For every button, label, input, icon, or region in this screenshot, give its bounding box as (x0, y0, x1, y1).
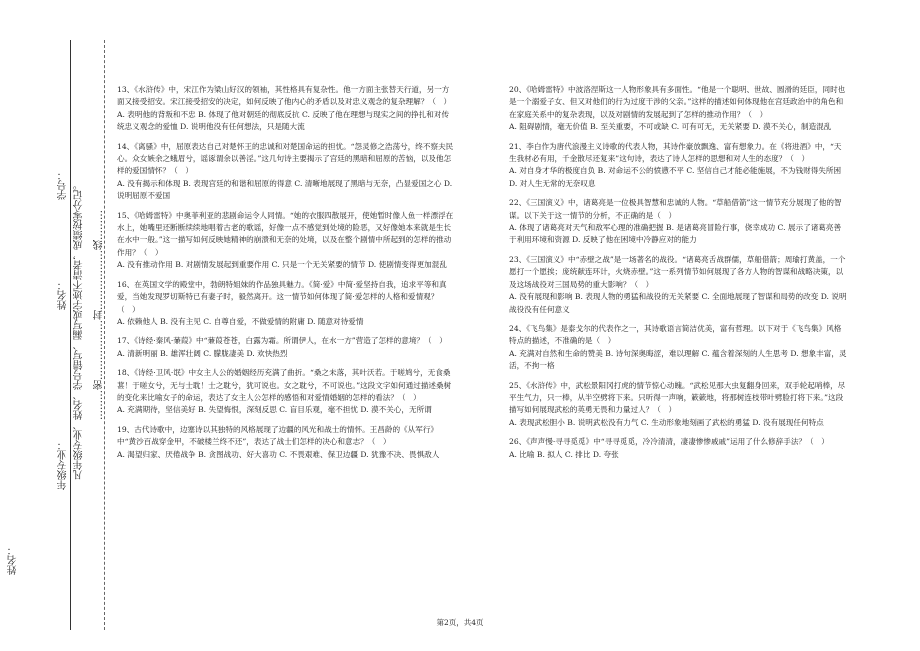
question-25: 25、《水浒传》中，武松景阳冈打虎的情节惊心动魄。“武松见那大虫复翻身回来，双手轮起哨棒，尽平生气力，只一棒，从半空劈将下来。只听得一声响，簌簌地，将那树连枝带叶劈脸打将下来。”这段描写如何展现武松的英勇无畏和力量过人？（ ） A. 表现武松胆小 B. 说明武松没有力气 C. 生动形象地刻画了武松的勇猛 D. 没有展现任何特点 (509, 380, 846, 427)
seal-line-text: ………密………………封………………线……… (94, 210, 105, 420)
left-column (117, 84, 455, 468)
question-23: 23、《三国演义》中“赤壁之战”是一场著名的战役。“诸葛亮舌战群儒，草船借箭；周瑜打黄盖，一个愿打一个愿挨；庞统献连环计，火烧赤壁。”这一系列情节如何展现了各方人物的智谋和战略决策，以及这场战役对三国局势的重大影响？（ ） A. 没有展现和影响 B. 表现人物的勇猛和战役的无关紧要 C. 全面地展现了智谋和局势的改变 D. 说明战役没有任何意义 (509, 254, 847, 314)
question-26: 26、《声声慢·寻寻觅觅》中“寻寻觅觅，冷冷清清，凄凄惨惨戚戚”运用了什么修辞手法？（ ） A. 比喻 B. 拟人 C. 排比 D. 夸张 (509, 437, 829, 459)
question-24: 24、《飞鸟集》是泰戈尔的代表作之一，其诗歌语言简洁优美，富有哲理。以下对于《飞鸟集》风格特点的描述，不准确的是（ ） A. 充满对自然和生命的赞美 B. 诗句深奥晦涩，难以理解 C. 蕴含着深刻的人生思考 D. 想象丰富，灵活，不拘一格 (509, 323, 847, 371)
student-id-label: 学号： (58, 170, 69, 200)
question-21: 21、李白作为唐代浪漫主义诗歌的代表人物，其诗作豪放飘逸、富有想象力。在《将进酒》中，“天生我材必有用，千金散尽还复来”这句诗，表达了诗人怎样的思想和对人生的态度？（ ） A. 对自身才华的极度自负 B. 对命运不公的愤懑不平 C. 坚信自己才能必能施展，不为钱财得失所困 D. 对人生无常的无奈叹息 (509, 141, 842, 188)
question-19: 19、古代诗歌中，边塞诗以其独特的风格展现了边疆的风光和战士的情怀。王昌龄的《从军行》中“黄沙百战穿金甲，不破楼兰终不还”，表达了战士们怎样的决心和意志？（ ） A. 渴望归家、厌倦战争 B. 贪图战功、好大喜功 C. 不畏艰难、保卫边疆 D. 犹豫不决、畏惧敌人 (117, 424, 440, 459)
name-label: 姓名： (58, 280, 69, 310)
binding-solid-line (70, 40, 71, 630)
question-17: 17、《诗经·秦风·蒹葭》中“蒹葭苍苍，白露为霜。所谓伊人，在水一方”营造了怎样的意境？（ ） A. 清新明丽 B. 雄浑壮阔 C. 朦胧凄美 D. 欢快热烈 (117, 336, 447, 358)
question-15: 15、《哈姆雷特》中奥菲利亚的悲剧命运令人同情。“她的衣服四散展开，使她暂时像人鱼一样漂浮在水上，她嘴里还断断续续地唱着古老的歌谣，好像一点不感觉到处境的险恶，又好像她本来就是生长在水中一般。”这一描写如何反映她精神的崩溃和无奈的处境，以及在整个剧情中所起到的怎样的推动作用？（ ） A. 没有推动作用 B. 对剧情发展起到重要作用 C. 只是一个无关紧要的情节 D. 使剧情变得更加混乱 (117, 210, 454, 270)
binding-margin (0, 0, 112, 651)
question-13: 13、《水浒传》中，宋江作为梁山好汉的领袖，其性格具有复杂性。他一方面主张替天行道，另一方面又接受招安。宋江接受招安的决定，如何反映了他内心的矛盾以及对忠义观念的复杂理解？（ ） A. 表明他的背叛和不忠 B. 体现了他对朝廷的彻底反抗 C. 反映了他在理想与现实之间的挣扎和对传统忠义观念的爱恤 D. 说明他没有任何想法，只是随大流 (117, 85, 452, 132)
exam-notice: 凡年级专业、姓名、学号错写、漏写或字迹不清者，成绩按零分记。 (74, 180, 85, 480)
question-14: 14、《离骚》中，屈原表达自己对楚怀王的忠诚和对楚国命运的担忧。“怨灵修之浩荡兮，终不察夫民心。众女嫉余之蛾眉兮，谣诼谓余以善淫。”这几句诗主要揭示了宫廷的黑暗和屈原的苦恼，以及他怎样的爱国情怀？（ ） A. 没有揭示和体现 B. 表现宫廷的和谐和屈原的得意 C. 清晰地展现了黑暗与无奈，凸显爱国之心 D. 说明屈原不爱国 (117, 141, 454, 201)
student-name-label: 姓名： (8, 545, 19, 575)
page-footer: 第2页，共4页 (436, 618, 484, 627)
question-20: 20、《哈姆雷特》中波洛涅斯这一人物形象具有多面性。“他是一个聪明、世故、圆滑的廷臣，同时也是一个溺爱子女、但又对他们的行为过度干涉的父亲。”这样的描述如何体现他在宫廷政治中的角色和在家庭关系中的复杂表现，以及对剧情的发展起到了怎样的推动作用？（ ） A. 阻碍剧情，毫无价值 B. 至关重要，不可或缺 C. 可有可无，无关紧要 D. 漠不关心，制造混乱 (509, 85, 846, 132)
question-22: 22、《三国演义》中，诸葛亮是一位极具智慧和忠诚的人物。“草船借箭”这一情节充分展现了他的智谋。以下关于这一情节的分析，不正确的是（ ） A. 体现了诸葛亮对天气和敌军心理的准确把握 B. 是诸葛亮冒险行事，侥幸成功 C. 展示了诸葛亮善于利用环境和资源 D. 反映了他在困境中冷静应对的能力 (509, 198, 842, 245)
grade-major-label: 年级专业： (58, 440, 69, 490)
question-16: 16、在英国文学的殿堂中，勃朗特姐妹的作品独具魅力。《简·爱》中简·爱坚持自我，追求平等和真爱，当她发现罗切斯特已有妻子时，毅然离开。这一情节如何体现了简·爱怎样的人格和爱情观？（ ） A. 依赖他人 B. 没有主见 C. 自尊自爱，不做爱情的附庸 D. 随意对待爱情 (117, 279, 447, 326)
question-18: 18、《诗经·卫风·氓》中女主人公的婚姻经历充满了曲折。“桑之未落，其叶沃若。于嗟鸠兮，无食桑葚！于嗟女兮，无与士耽！士之耽兮，犹可说也。女之耽兮，不可说也。”这段文字如何通过描述桑树的变化来比喻女子的命运，表达了女主人公怎样的感悟和对爱情婚姻的怎样的看法？（ ） A. 充满期待，坚信美好 B. 失望悔恨，深刻反思 C. 盲目乐观，毫不担忧 D. 漠不关心，无所谓 (117, 368, 452, 415)
right-column (509, 84, 847, 468)
binding-dashed-line (104, 40, 105, 630)
